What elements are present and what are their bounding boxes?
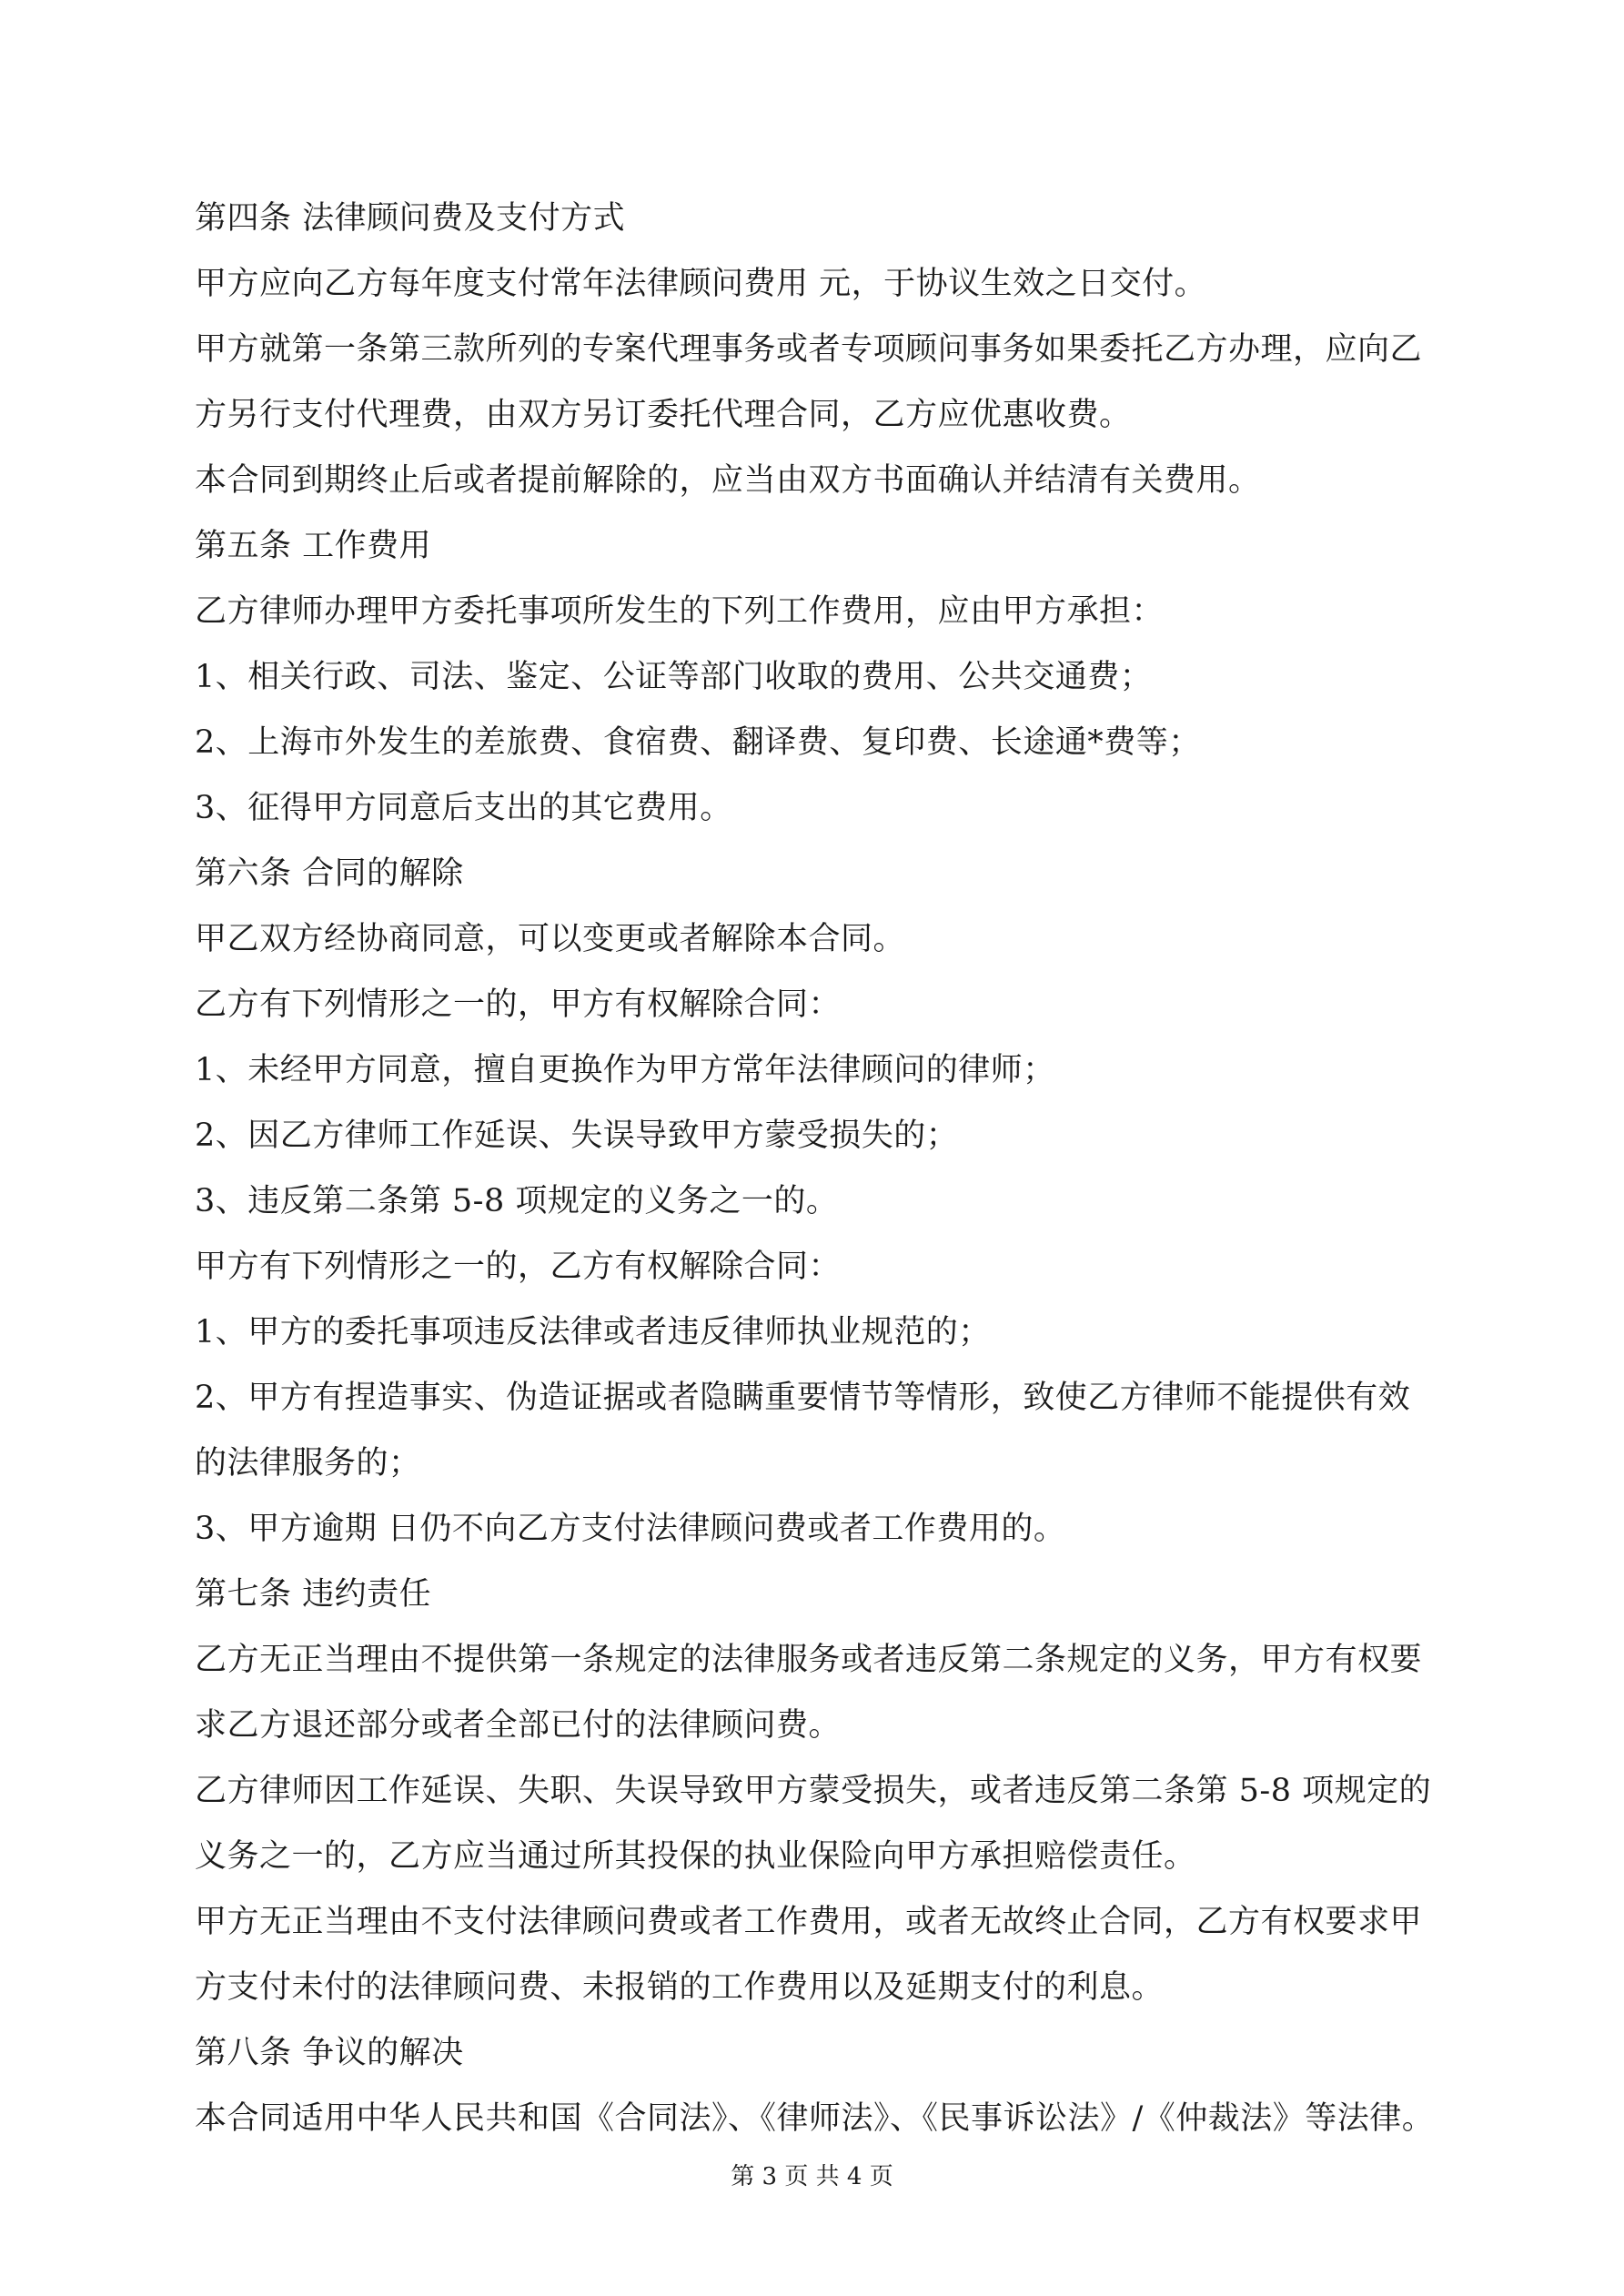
paragraph-line: 甲方就第一条第三款所列的专案代理事务或者专项顾问事务如果委托乙方办理，应向乙	[195, 331, 1423, 368]
paragraph-line: 甲方应向乙方每年度支付常年法律顾问费用 元，于协议生效之日交付。	[195, 266, 1207, 302]
paragraph-line: 乙方律师因工作延误、失职、失误导致甲方蒙受损失，或者违反第二条第 5-8 项规定的	[195, 1773, 1432, 1809]
paragraph-line: 本合同适用中华人民共和国《合同法》、《律师法》、《民事诉讼法》/《仲裁法》等法律。	[195, 2100, 1435, 2137]
list-item: 2、因乙方律师工作延误、失误导致甲方蒙受损失的；	[195, 1118, 959, 1154]
paragraph-line: 乙方有下列情形之一的，甲方有权解除合同：	[195, 986, 842, 1023]
paragraph-line: 甲方无正当理由不支付法律顾问费或者工作费用，或者无故终止合同，乙方有权要求甲	[195, 1904, 1423, 1940]
list-item: 2、上海市外发生的差旅费、食宿费、翻译费、复印费、长途通*费等；	[195, 724, 1201, 761]
paragraph-line: 乙方律师办理甲方委托事项所发生的下列工作费用，应由甲方承担：	[195, 593, 1165, 630]
list-item: 3、违反第二条第 5-8 项规定的义务之一的。	[195, 1183, 839, 1219]
list-item-continuation: 的法律服务的；	[195, 1445, 421, 1482]
list-item: 2、甲方有捏造事实、伪造证据或者隐瞒重要情节等情形，致使乙方律师不能提供有效	[195, 1380, 1411, 1416]
paragraph-line: 甲方有下列情形之一的，乙方有权解除合同：	[195, 1249, 842, 1285]
section-heading-article-5: 第五条 工作费用	[195, 528, 432, 564]
list-item: 3、甲方逾期 日仍不向乙方支付法律顾问费或者工作费用的。	[195, 1511, 1066, 1547]
paragraph-line: 义务之一的，乙方应当通过所其投保的执业保险向甲方承担赔偿责任。	[195, 1838, 1196, 1875]
page-number-footer: 第 3 页 共 4 页	[731, 2163, 893, 2190]
paragraph-line: 方另行支付代理费，由双方另订委托代理合同，乙方应优惠收费。	[195, 397, 1132, 433]
list-item: 1、甲方的委托事项违反法律或者违反律师执业规范的；	[195, 1314, 991, 1350]
section-heading-article-7: 第七条 违约责任	[195, 1576, 432, 1613]
list-item: 3、征得甲方同意后支出的其它费用。	[195, 790, 732, 826]
section-heading-article-6: 第六条 合同的解除	[195, 855, 464, 892]
list-item: 1、未经甲方同意，擅自更换作为甲方常年法律顾问的律师；	[195, 1052, 1055, 1088]
list-item: 1、相关行政、司法、鉴定、公证等部门收取的费用、公共交通费；	[195, 659, 1153, 695]
paragraph-line: 乙方无正当理由不提供第一条规定的法律服务或者违反第二条规定的义务，甲方有权要	[195, 1642, 1423, 1678]
paragraph-line: 本合同到期终止后或者提前解除的，应当由双方书面确认并结清有关费用。	[195, 462, 1261, 499]
paragraph-line: 求乙方退还部分或者全部已付的法律顾问费。	[195, 1707, 842, 1744]
section-heading-article-4: 第四条 法律顾问费及支付方式	[195, 200, 626, 237]
paragraph-line: 方支付未付的法律顾问费、未报销的工作费用以及延期支付的利息。	[195, 1969, 1165, 2006]
section-heading-article-8: 第八条 争议的解决	[195, 2035, 464, 2071]
document-body	[195, 200, 1441, 2137]
paragraph-line: 甲乙双方经协商同意，可以变更或者解除本合同。	[195, 921, 906, 957]
